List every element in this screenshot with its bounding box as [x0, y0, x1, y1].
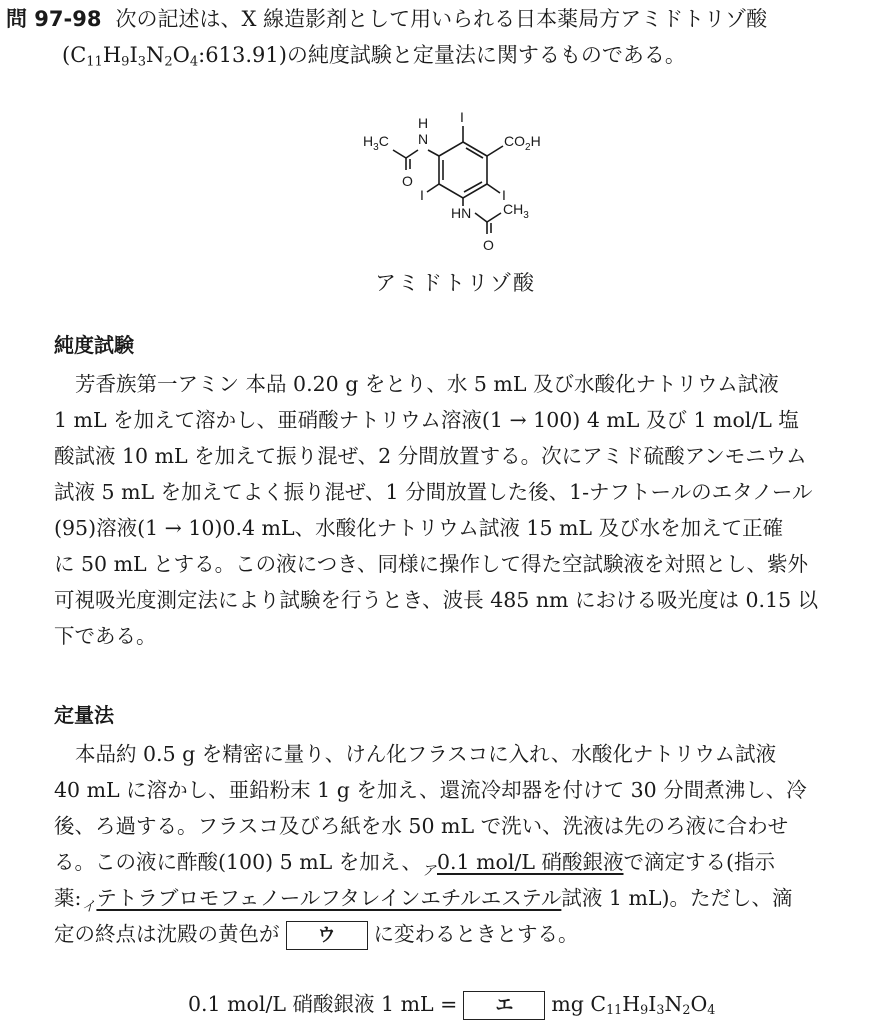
- purity-line: 1 mL を加えて溶かし、亜硝酸ナトリウム溶液(1 → 100) 4 mL 及び 1 mol/L 塩: [54, 408, 799, 432]
- blank-e: エ: [463, 991, 545, 1020]
- assay-line: 定の終点は沈殿の黄色が ウ に変わるときとする。: [54, 916, 864, 952]
- label-co2h: $CO_2H$: [504, 133, 541, 153]
- label-h3c: $H_3C$: [363, 133, 389, 153]
- formula-tail: :613.91)の純度試験と定量法に関するものである。: [198, 43, 686, 67]
- compound-name: アミドトリゾ酸: [375, 271, 536, 295]
- assay-line: 後、ろ過する。フラスコ及びろ紙を水 50 mL で洗い、洗液は先のろ液に合わせ: [54, 814, 789, 838]
- label-i: イ: [81, 898, 96, 915]
- titration-equation: 0.1 mol/L 硝酸銀液 1 mL = エ mg $C_{11}H_9I_3N_2O_4$: [188, 986, 715, 1028]
- purity-paragraph: [54, 366, 864, 654]
- purity-line: (95)溶液(1 → 10)0.4 mL、水酸化ナトリウム試液 15 mL 及び水を加えて正確: [54, 516, 784, 540]
- purity-section-title: 純度試験: [54, 333, 134, 357]
- label-a: ア: [422, 862, 436, 879]
- purity-line: に 50 mL とする。この液につき、同様に操作して得た空試験液を対照とし、紫外: [54, 552, 808, 576]
- label-h-top: H: [418, 115, 429, 131]
- label-o-left: O: [402, 173, 413, 189]
- assay-line: 本品約 0.5 g を精密に量り、けん化フラスコに入れ、水酸化ナトリウム試液: [75, 742, 777, 766]
- molecular-formula: $(C_{11}H_9I_3N_2O_4:613.91)$の純度試験と定量法に関するものである。: [62, 43, 686, 70]
- titrant-underlined: 0.1 mol/L 硝酸銀液: [437, 850, 624, 874]
- assay-paragraph: [54, 736, 864, 952]
- label-n-top: N: [418, 131, 429, 147]
- label-hn: HN: [451, 205, 472, 221]
- assay-line: る。この液に酢酸(100) 5 mL を加え、$_ア$0.1 mol/L 硝酸銀液で滴定する(指示: [54, 850, 775, 879]
- assay-section-title: 定量法: [54, 703, 114, 727]
- label-o-bottom: O: [483, 237, 494, 253]
- amidotrizoic-acid-structure: [345, 102, 575, 262]
- label-ch3: $CH_3$: [503, 201, 529, 221]
- blank-u: ウ: [286, 921, 368, 950]
- question-number: 問 97-98: [6, 7, 102, 31]
- assay-line: 薬$:_イ$テトラブロモフェノールフタレインエチルエステル試液 1 mL)。ただし、滴: [54, 886, 793, 915]
- purity-line: 可視吸光度測定法により試験を行うとき、波長 485 nm における吸光度は 0.15 以: [54, 588, 819, 612]
- purity-line: 酸試液 10 mL を加えて振り混ぜ、2 分間放置する。次にアミド硫酸アンモニウム: [54, 444, 807, 468]
- label-i-right: I: [502, 187, 506, 203]
- label-i-left: I: [420, 187, 424, 203]
- benzene-ring: [439, 142, 487, 198]
- label-i-top: I: [460, 109, 464, 125]
- indicator-underlined: テトラブロモフェノールフタレインエチルエステル: [96, 886, 562, 910]
- purity-line: 芳香族第一アミン 本品 0.20 g をとり、水 5 mL 及び水酸化ナトリウム試液: [75, 372, 779, 396]
- purity-line: 試液 5 mL を加えてよく振り混ぜ、1 分間放置した後、1-ナフトールのエタノール: [54, 480, 813, 504]
- question-intro: 次の記述は、X 線造影剤として用いられる日本薬局方アミドトリゾ酸: [115, 7, 768, 31]
- assay-line: 40 mL に溶かし、亜鉛粉末 1 g を加え、還流冷却器を付けて 30 分間煮沸し、冷: [54, 778, 807, 802]
- question-header: [6, 2, 767, 36]
- purity-line: 下である。: [54, 624, 157, 648]
